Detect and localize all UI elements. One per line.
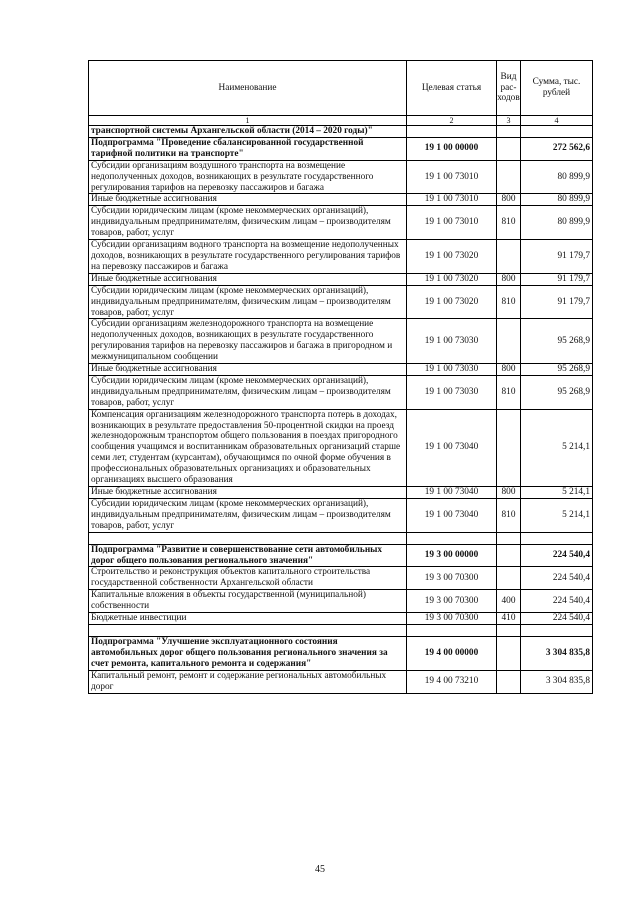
row-target-cell: 19 1 00 73020 (407, 240, 497, 274)
row-name-cell: Субсидии организациям воздушного транспорта на возмещение недополученных доходов, возникающих в результате государственного регулирования тарифов на перевозку пассажиров и багажа (89, 160, 407, 194)
row-sum-cell: 95 268,9 (521, 375, 593, 409)
subprogram-row (89, 137, 593, 160)
row-type-cell: 810 (497, 206, 521, 240)
table-row (89, 409, 593, 486)
row-sum-cell: 5 214,1 (521, 487, 593, 499)
row-sum-cell (521, 126, 593, 138)
row-target-cell: 19 1 00 73040 (407, 487, 497, 499)
header-row (89, 61, 593, 116)
row-sum-cell: 91 179,7 (521, 240, 593, 274)
row-type-cell: 810 (497, 375, 521, 409)
row-target-cell: 19 4 00 00000 (407, 636, 497, 670)
row-sum-cell: 95 268,9 (521, 319, 593, 364)
row-type-cell (497, 240, 521, 274)
header-type: Вид рас-ходов (497, 61, 521, 116)
row-name-cell: Капитальные вложения в объекты государственной (муниципальной) собственности (89, 590, 407, 613)
row-name-cell: Субсидии организациям водного транспорта на возмещение недополученных доходов, возникающих в результате государственного регулирования тарифов на перевозку пассажиров и багажа (89, 240, 407, 274)
row-type-cell (497, 137, 521, 160)
row-sum-cell: 272 562,6 (521, 137, 593, 160)
header-sum: Сумма, тыс. рублей (521, 61, 593, 116)
row-target-cell: 19 3 00 00000 (407, 544, 497, 567)
table-row (89, 273, 593, 285)
row-type-cell: 800 (497, 487, 521, 499)
table-body (89, 61, 593, 694)
row-name-cell: Иные бюджетные ассигнования (89, 364, 407, 376)
row-type-cell (497, 670, 521, 693)
row-type-cell (497, 624, 521, 636)
row-name-cell: Субсидии организациям железнодорожного транспорта на возмещение недополученных доходов, возникающих в результате государственного регулирования тарифов на перевозку пассажиров и багажа в пригородном и межмуниципальном сообщении (89, 319, 407, 364)
row-target-cell: 19 1 00 73030 (407, 375, 497, 409)
row-name-cell: Компенсация организациям железнодорожного транспорта потерь в доходах, возникающих в результате предоставления 50-процентной скидки на проезд железнодорожным транспортом общего пользования в поездах пригородного сообщения учащимся и воспитанникам образовательных организаций старше семи лет, студентам (курсантам), обучающимся по очной форме обучения в профессиональных образовательных организациях и образовательных организациях высшего образования (89, 409, 407, 486)
row-target-cell (407, 126, 497, 138)
row-name-cell: Строительство и реконструкция объектов капитального строительства государственной собственности Архангельской области (89, 567, 407, 590)
row-name-cell: Бюджетные инвестиции (89, 613, 407, 625)
row-target-cell: 19 1 00 73020 (407, 273, 497, 285)
row-name-cell: Иные бюджетные ассигнования (89, 487, 407, 499)
row-sum-cell: 5 214,1 (521, 498, 593, 532)
row-target-cell: 19 1 00 00000 (407, 137, 497, 160)
row-name-cell: Субсидии юридическим лицам (кроме некоммерческих организаций), индивидуальным предпринимателям, физическим лицам – производителям товаров, работ, услуг (89, 498, 407, 532)
row-target-cell: 19 1 00 73040 (407, 498, 497, 532)
row-type-cell (497, 160, 521, 194)
row-type-cell: 410 (497, 613, 521, 625)
column-number: 3 (497, 116, 521, 126)
row-target-cell: 19 3 00 70300 (407, 590, 497, 613)
row-sum-cell: 3 304 835,8 (521, 670, 593, 693)
row-name-cell: Подпрограмма "Улучшение эксплуатационного состояния автомобильных дорог общего пользования регионального значения за счет ремонта, капитального ремонта и содержания" (89, 636, 407, 670)
row-type-cell (497, 567, 521, 590)
row-type-cell: 400 (497, 590, 521, 613)
row-sum-cell: 224 540,4 (521, 544, 593, 567)
row-type-cell (497, 319, 521, 364)
row-sum-cell: 224 540,4 (521, 613, 593, 625)
table-row (89, 206, 593, 240)
row-name-cell: Иные бюджетные ассигнования (89, 273, 407, 285)
column-number: 4 (521, 116, 593, 126)
row-name-cell: Субсидии юридическим лицам (кроме некоммерческих организаций), индивидуальным предпринимателям, физическим лицам – производителям товаров, работ, услуг (89, 285, 407, 319)
row-name-cell: Подпрограмма "Проведение сбалансированной государственной тарифной политики на транспорте" (89, 137, 407, 160)
table-row (89, 613, 593, 625)
row-sum-cell: 91 179,7 (521, 285, 593, 319)
column-number-row (89, 116, 593, 126)
row-sum-cell: 80 899,9 (521, 194, 593, 206)
column-number: 2 (407, 116, 497, 126)
table-row (89, 160, 593, 194)
row-target-cell: 19 3 00 70300 (407, 613, 497, 625)
row-target-cell (407, 624, 497, 636)
table-row (89, 364, 593, 376)
row-sum-cell: 91 179,7 (521, 273, 593, 285)
row-name-cell (89, 624, 407, 636)
table-row (89, 670, 593, 693)
row-sum-cell: 224 540,4 (521, 590, 593, 613)
row-sum-cell: 80 899,9 (521, 206, 593, 240)
row-name-cell: Субсидии юридическим лицам (кроме некоммерческих организаций), индивидуальным предпринимателям, физическим лицам – производителям товаров, работ, услуг (89, 206, 407, 240)
row-target-cell: 19 1 00 73030 (407, 364, 497, 376)
subprogram-row (89, 636, 593, 670)
row-name-cell: Капитальный ремонт, ремонт и содержание региональных автомобильных дорог (89, 670, 407, 693)
table-row (89, 487, 593, 499)
row-type-cell: 800 (497, 194, 521, 206)
row-target-cell: 19 4 00 73210 (407, 670, 497, 693)
row-type-cell (497, 544, 521, 567)
table-row (89, 285, 593, 319)
table-row (89, 375, 593, 409)
table-row (89, 498, 593, 532)
row-target-cell: 19 1 00 73010 (407, 160, 497, 194)
row-name-cell: транспортной системы Архангельской области (2014 – 2020 годы)" (89, 126, 407, 138)
row-type-cell (497, 409, 521, 486)
spacer-row (89, 624, 593, 636)
row-name-cell: Субсидии юридическим лицам (кроме некоммерческих организаций), индивидуальным предпринимателям, физическим лицам – производителям товаров, работ, услуг (89, 375, 407, 409)
row-type-cell: 810 (497, 498, 521, 532)
row-target-cell: 19 1 00 73040 (407, 409, 497, 486)
row-type-cell (497, 532, 521, 544)
subprogram-row (89, 126, 593, 138)
row-type-cell: 800 (497, 364, 521, 376)
row-sum-cell: 5 214,1 (521, 409, 593, 486)
row-target-cell (407, 532, 497, 544)
row-type-cell (497, 126, 521, 138)
row-sum-cell (521, 532, 593, 544)
table-row (89, 590, 593, 613)
row-target-cell: 19 1 00 73010 (407, 206, 497, 240)
row-type-cell: 810 (497, 285, 521, 319)
row-sum-cell: 80 899,9 (521, 160, 593, 194)
row-type-cell (497, 636, 521, 670)
budget-table (88, 60, 593, 694)
table-row (89, 319, 593, 364)
row-name-cell: Иные бюджетные ассигнования (89, 194, 407, 206)
row-target-cell: 19 3 00 70300 (407, 567, 497, 590)
row-target-cell: 19 1 00 73010 (407, 194, 497, 206)
subprogram-row (89, 544, 593, 567)
table-row (89, 567, 593, 590)
row-target-cell: 19 1 00 73030 (407, 319, 497, 364)
table-row (89, 194, 593, 206)
column-number: 1 (89, 116, 407, 126)
row-sum-cell: 224 540,4 (521, 567, 593, 590)
table-row (89, 240, 593, 274)
row-sum-cell: 95 268,9 (521, 364, 593, 376)
spacer-row (89, 532, 593, 544)
row-sum-cell (521, 624, 593, 636)
row-sum-cell: 3 304 835,8 (521, 636, 593, 670)
header-target: Целевая статья (407, 61, 497, 116)
header-name: Наименование (89, 61, 407, 116)
row-name-cell: Подпрограмма "Развитие и совершенствование сети автомобильных дорог общего пользования регионального значения" (89, 544, 407, 567)
page-number: 45 (315, 864, 325, 875)
row-target-cell: 19 1 00 73020 (407, 285, 497, 319)
row-type-cell: 800 (497, 273, 521, 285)
row-name-cell (89, 532, 407, 544)
